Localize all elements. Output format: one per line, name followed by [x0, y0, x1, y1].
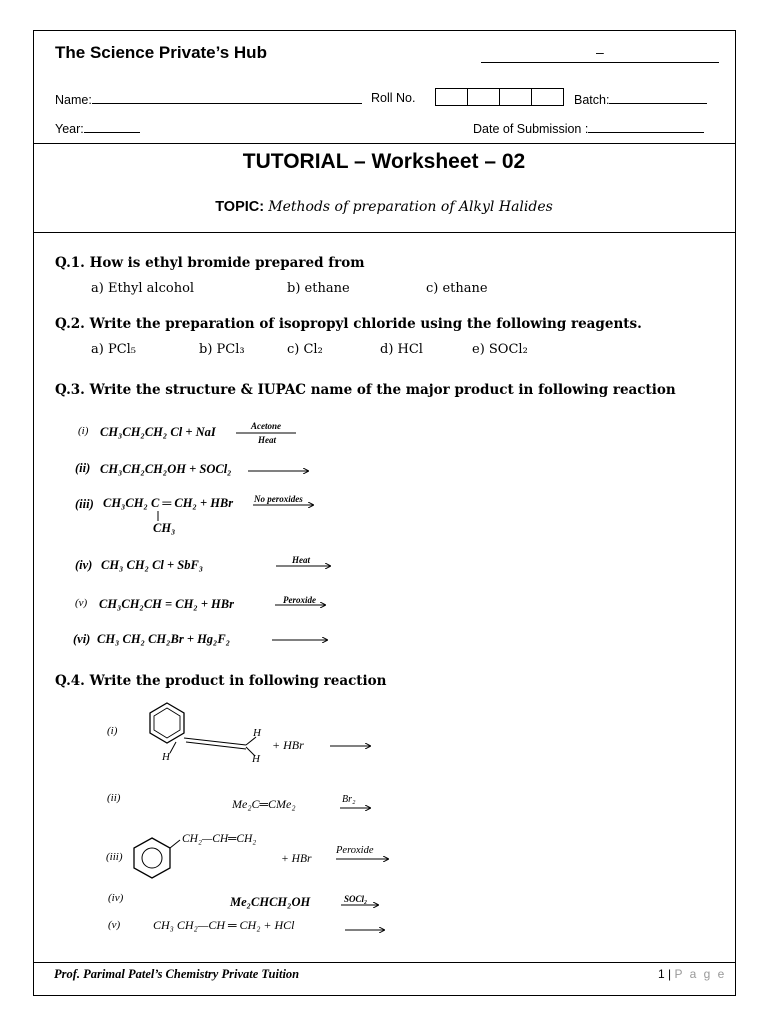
q2-option-b: b) PCl₃: [199, 342, 245, 357]
q3-reaction-3-condition: No peroxides: [254, 494, 303, 504]
q4-reaction-4-condition: SOCl₂: [344, 894, 368, 904]
question-3: Q.3. Write the structure & IUPAC name of the major product in following reaction: [55, 382, 676, 398]
page-number: [658, 967, 726, 981]
name-label: Name:: [55, 93, 92, 107]
q3-reaction-1-equation: CH₃CH₂CH₂ Cl + NaI: [100, 425, 216, 439]
q3-reaction-2-equation: CH₃CH₂CH₂OH + SOCl₂: [100, 462, 232, 476]
q1-option-c: c) ethane: [426, 281, 488, 296]
q4-reaction-2-number: (ii): [107, 792, 121, 804]
q4-reaction-3-side-chain: CH₂—CH═CH₂: [182, 833, 257, 845]
q4-reaction-1-number: (i): [107, 725, 118, 737]
topic-label: TOPIC:: [215, 199, 265, 215]
header-dash: –: [596, 44, 604, 60]
q4-reaction-1-reagent: + HBr: [272, 738, 304, 752]
q3-reaction-5-number: (v): [75, 597, 88, 609]
q3-reaction-3-number: (iii): [75, 497, 94, 511]
q3-reaction-4-equation: CH₃ CH₂ Cl + SbF₃: [101, 558, 204, 572]
q3-reaction-5-equation: CH₃CH₂CH = CH₂ + HBr: [99, 597, 234, 611]
q3-reaction-5-condition: Peroxide: [283, 595, 316, 605]
double-bond-1b: [186, 742, 246, 749]
q3-reaction-1-condition-above: Acetone: [251, 421, 281, 431]
q4-reaction-1-h-top: H: [253, 727, 261, 739]
benzene-ring-2-circle: [142, 848, 162, 868]
q3-reaction-4-number: (iv): [75, 558, 93, 572]
question-4: Q.4. Write the product in following reaction: [55, 673, 387, 689]
question-2: Q.2. Write the preparation of isopropyl chloride using the following reagents.: [55, 316, 642, 332]
benzene-ring-1-inner: [154, 708, 180, 738]
q2-option-d: d) HCl: [380, 342, 423, 357]
q2-option-a: a) PCl₅: [91, 342, 137, 357]
q1-option-b: b) ethane: [287, 281, 350, 296]
footer-tuition-name: Prof. Parimal Patel’s Chemistry Private Tuition: [54, 967, 300, 981]
q1-option-a: a) Ethyl alcohol: [91, 281, 195, 296]
question-1: Q.1. How is ethyl bromide prepared from: [55, 255, 365, 271]
q4-reaction-1-h-left: H: [162, 751, 170, 763]
q4-reaction-5-equation: CH₃ CH₂—CH ═ CH₂ + HCl: [153, 918, 295, 932]
q2-option-c: c) Cl₂: [287, 342, 323, 357]
q3-reaction-3-branch: CH₃: [153, 521, 176, 535]
q4-reaction-4-number: (iv): [108, 892, 124, 904]
q3-reaction-1-number: (i): [78, 425, 89, 437]
q4-reaction-2-condition: Br₂: [342, 794, 356, 805]
q4-reaction-3-condition: Peroxide: [336, 845, 374, 856]
batch-label: Batch:: [574, 93, 610, 107]
institute-name: The Science Private’s Hub: [55, 43, 267, 62]
q4-reaction-3-reagent: + HBr: [281, 853, 312, 865]
benzene-ring-2: [134, 838, 170, 878]
q3-reaction-6-equation: CH₃ CH₂ CH₂Br + Hg₂F₂: [97, 632, 231, 646]
page-number-separator: |: [664, 967, 675, 981]
year-label: Year:: [55, 122, 84, 136]
q4-reaction-5-number: (v): [108, 919, 121, 931]
page-number-value: 1: [658, 967, 665, 981]
q4-reaction-1-h-bottom: H: [252, 753, 260, 765]
submission-date-label: Date of Submission :: [473, 122, 589, 136]
q3-reaction-3-equation: CH₃CH₂ C ═ CH₂ + HBr: [103, 496, 234, 510]
bond-to-allyl: [170, 840, 180, 848]
q2-option-e: e) SOCl₂: [472, 342, 528, 357]
q3-reaction-1-condition-below: Heat: [258, 435, 276, 445]
worksheet-title: TUTORIAL – Worksheet – 02: [242, 150, 526, 173]
roll-label: Roll No.: [371, 91, 416, 105]
benzene-ring-1: [150, 703, 184, 743]
q4-reaction-4-equation: Me₂CHCH₂OH: [230, 895, 311, 909]
q3-reaction-4-condition: Heat: [292, 555, 310, 565]
page-word: P a g e: [674, 967, 727, 981]
bond-to-h-left: [170, 742, 176, 753]
q3-reaction-2-number: (ii): [75, 461, 91, 475]
q4-reaction-2-equation: Me₂C═CMe₂: [232, 797, 296, 811]
double-bond-1a: [184, 738, 246, 745]
q3-reaction-6-number: (vi): [73, 632, 91, 646]
q4-reaction-3-number: (iii): [106, 851, 123, 863]
topic-text: Methods of preparation of Alkyl Halides: [268, 199, 553, 215]
